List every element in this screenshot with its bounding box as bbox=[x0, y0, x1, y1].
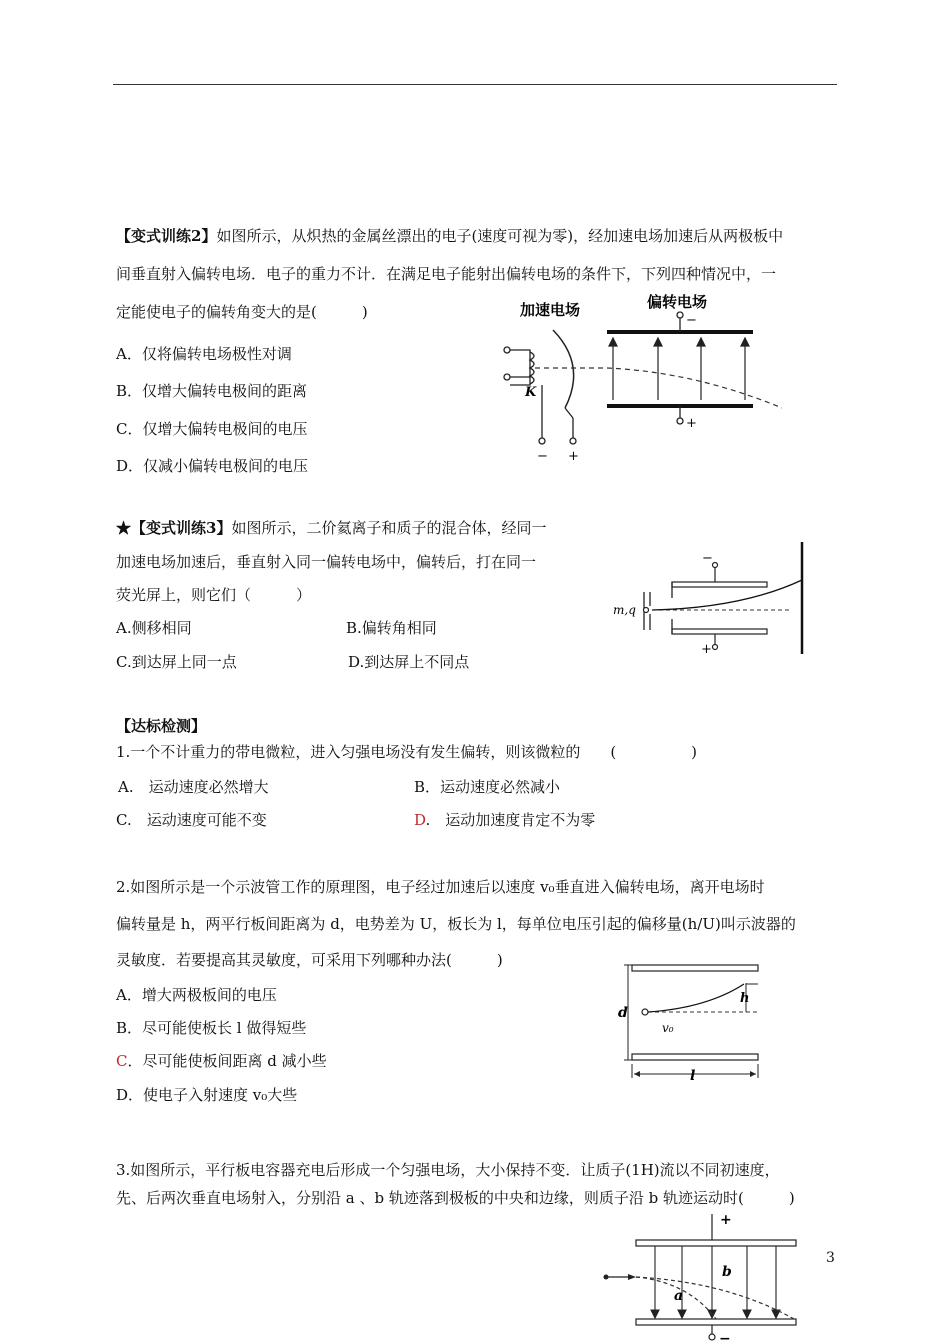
header-rule bbox=[113, 84, 837, 85]
q2-label-accel: 加速电场 bbox=[520, 301, 581, 319]
p3-line2: 先、后两次垂直电场射入，分别沿 a 、b 轨迹落到极板的中央和边缘，则质子沿 b 轨迹运动时( ) bbox=[116, 1189, 795, 1207]
q3-option-c: C.到达屏上同一点 bbox=[116, 653, 237, 671]
q3-line1-text: 如图所示，二价氦离子和质子的混合体，经同一 bbox=[231, 519, 547, 537]
q3-option-b: B.偏转角相同 bbox=[346, 619, 437, 637]
p3-figure bbox=[598, 1206, 803, 1344]
q2-line1 bbox=[116, 226, 783, 246]
p3-plus: + bbox=[720, 1212, 732, 1228]
p2-label-h: h bbox=[740, 991, 750, 1006]
p2-line2: 偏转量是 h，两平行板间距离为 d，电势差为 U，板长为 l，每单位电压引起的偏移量(h/U)叫示波器的 bbox=[116, 915, 796, 933]
p1-option-b: B．运动速度必然减小 bbox=[414, 778, 561, 796]
q3-line3: 荧光屏上，则它们（ ） bbox=[116, 586, 312, 604]
p2-figure bbox=[612, 960, 772, 1082]
svg-text:−: − bbox=[686, 313, 697, 328]
p2-option-c bbox=[116, 1051, 327, 1071]
p2-bottom-plate bbox=[632, 1054, 758, 1060]
p1-option-d-text: . 运动加速度肯定不为零 bbox=[425, 811, 596, 829]
q2-terminal-bottom bbox=[504, 374, 510, 380]
p1-option-d-letter: D bbox=[414, 811, 426, 829]
p2-top-plate bbox=[632, 965, 758, 971]
q2-plus: + bbox=[568, 449, 579, 464]
p3-minus: − bbox=[719, 1331, 731, 1344]
p2-option-d: D．使电子入射速度 v₀大些 bbox=[116, 1086, 298, 1104]
p2-label-v0: v₀ bbox=[662, 1021, 674, 1035]
p2-label-l: l bbox=[690, 1068, 696, 1082]
q2-label-deflect: 偏转电场 bbox=[647, 293, 708, 311]
q3-line1 bbox=[116, 518, 546, 538]
q3-option-d: D.到达屏上不同点 bbox=[348, 653, 470, 671]
p3-top-plate bbox=[636, 1240, 796, 1246]
p1-stem: 1.一个不计重力的带电微粒，进入匀强电场没有发生偏转，则该微粒的 ( ) bbox=[116, 743, 698, 761]
section-title: 【达标检测】 bbox=[116, 717, 207, 735]
q3-plus: + bbox=[701, 642, 712, 657]
p1-option-d bbox=[414, 810, 595, 830]
page-number: 3 bbox=[826, 1250, 835, 1266]
q3-figure bbox=[612, 540, 812, 658]
q2-tag: 【变式训练2】 bbox=[116, 227, 217, 245]
q3-tag: ★【变式训练3】 bbox=[116, 519, 232, 537]
q2-line3: 定能使电子的偏转角变大的是( ) bbox=[116, 303, 368, 321]
p2-option-c-text: ．尽可能使板间距离 d 减小些 bbox=[127, 1052, 327, 1070]
q2-option-a: A．仅将偏转电场极性对调 bbox=[116, 345, 292, 363]
q2-line1-text: 如图所示，从炽热的金属丝漂出的电子(速度可视为零)，经加速电场加速后从两极板中 bbox=[216, 227, 784, 245]
q3-minus: − bbox=[702, 551, 713, 566]
p3-bottom-plate bbox=[636, 1319, 796, 1325]
q2-minus: − bbox=[537, 449, 548, 464]
p1-option-a: A. 运动速度必然增大 bbox=[118, 778, 269, 796]
p3-field-arrows bbox=[651, 1246, 780, 1318]
p2-line1: 2.如图所示是一个示波管工作的原理图，电子经过加速后以速度 v₀垂直进入偏转电场，离开电场时 bbox=[116, 878, 765, 896]
p2-option-c-letter: C bbox=[116, 1052, 128, 1070]
p2-line3: 灵敏度．若要提高其灵敏度，可采用下列哪种办法( ) bbox=[116, 951, 503, 969]
q3-bottom-plate bbox=[672, 629, 767, 634]
svg-text:+: + bbox=[686, 416, 697, 431]
q2-line2: 间垂直射入偏转电场．电子的重力不计．在满足电子能射出偏转电场的条件下，下列四种情况中，一 bbox=[116, 265, 777, 283]
p3-label-a: a bbox=[674, 1288, 684, 1304]
q2-anode bbox=[553, 330, 574, 408]
q2-option-b: B．仅增大偏转电极间的距离 bbox=[116, 382, 308, 400]
q2-figure bbox=[495, 290, 795, 465]
q2-label-k: K bbox=[525, 385, 537, 400]
q3-label-mq: m,q bbox=[613, 603, 636, 617]
p2-option-a: A．增大两极板间的电压 bbox=[116, 986, 277, 1004]
p2-option-b: B．尽可能使板长 l 做得短些 bbox=[116, 1019, 307, 1037]
q3-line2: 加速电场加速后，垂直射入同一偏转电场中，偏转后，打在同一 bbox=[116, 553, 537, 571]
q2-option-c: C．仅增大偏转电极间的电压 bbox=[116, 420, 308, 438]
q2-terminal-top bbox=[504, 347, 510, 353]
p3-label-b: b bbox=[722, 1264, 732, 1280]
p2-label-d: d bbox=[618, 1005, 628, 1021]
q3-option-a: A.侧移相同 bbox=[116, 619, 192, 637]
q3-top-plate bbox=[672, 582, 767, 587]
q2-field-arrows bbox=[609, 338, 749, 400]
p3-line1: 3.如图所示，平行板电容器充电后形成一个匀强电场，大小保持不变．让质子(1H)流以不同初速度， bbox=[116, 1161, 780, 1179]
q2-option-d: D．仅减小偏转电极间的电压 bbox=[116, 457, 309, 475]
p1-option-c: C. 运动速度可能不变 bbox=[116, 811, 267, 829]
p2-trajectory bbox=[648, 984, 744, 1012]
